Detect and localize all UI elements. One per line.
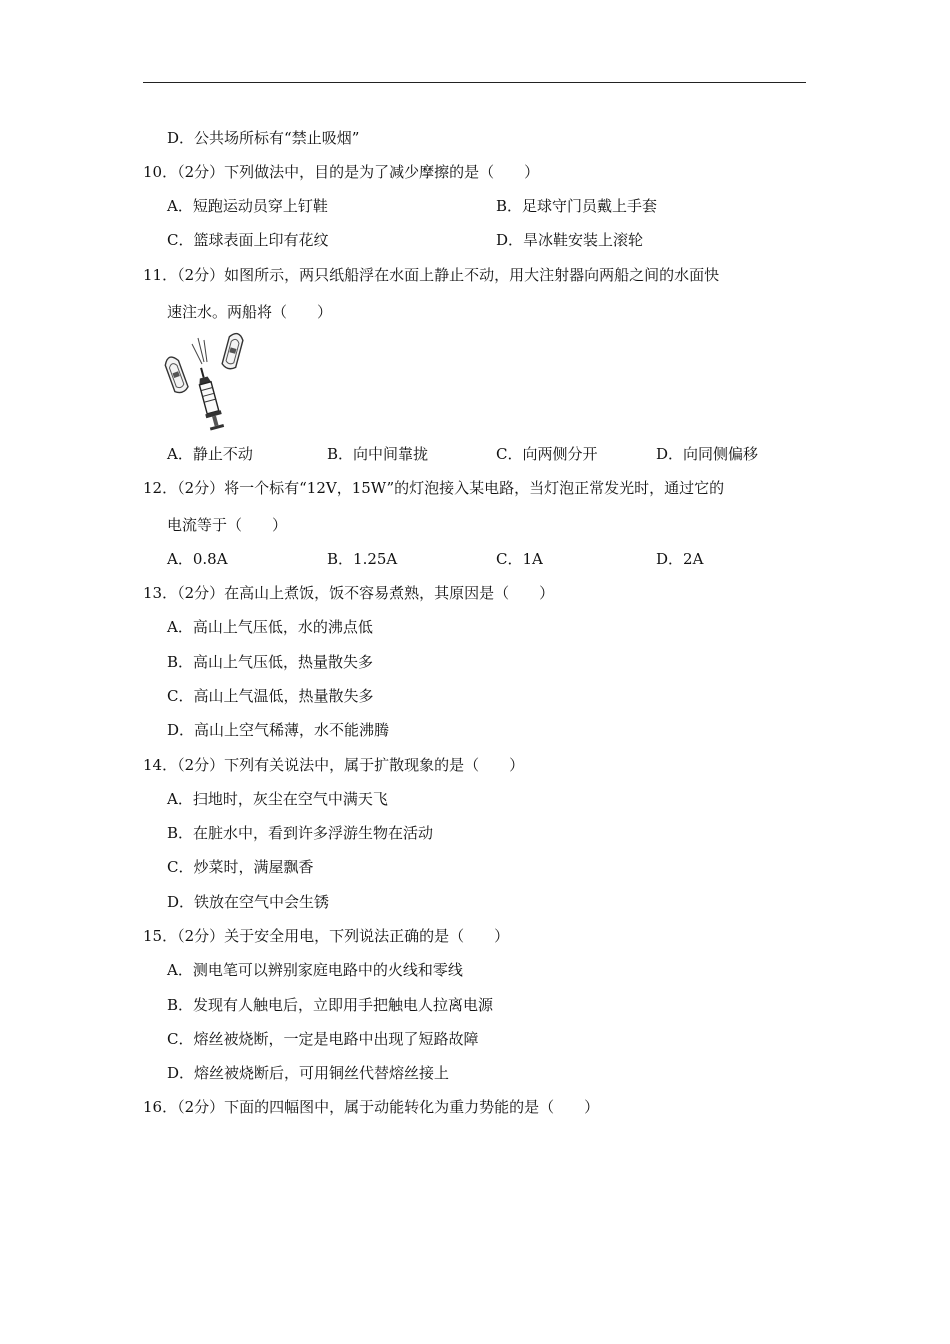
question-11-option-a: A．静止不动	[167, 445, 253, 463]
question-10-option-c: C．篮球表面上印有花纹	[167, 231, 329, 249]
question-15-stem: 15．（2分）关于安全用电，下列说法正确的是（ ）	[143, 927, 510, 945]
question-15-option-b: B．发现有人触电后，立即用手把触电人拉离电源	[167, 996, 494, 1014]
question-11-stem: 11．（2分）如图所示，两只纸船浮在水面上静止不动，用大注射器向两船之间的水面快	[143, 266, 720, 284]
question-15-option-a: A．测电笔可以辨别家庭电路中的火线和零线	[167, 961, 463, 979]
header-rule	[143, 82, 806, 83]
question-14-option-d: D．铁放在空气中会生锈	[167, 893, 330, 911]
question-11-option-c: C．向两侧分开	[496, 445, 598, 463]
question-11-option-b: B．向中间靠拢	[327, 445, 429, 463]
question-11-option-d: D．向同侧偏移	[656, 445, 759, 463]
question-12-option-a: A．0.8A	[167, 550, 228, 568]
question-10-option-b: B．足球守门员戴上手套	[496, 197, 658, 215]
question-15-option-d: D．熔丝被烧断后，可用铜丝代替熔丝接上	[167, 1064, 450, 1082]
question-13-option-c: C．高山上气温低，热量散失多	[167, 687, 374, 705]
question-12-stem-continued: 电流等于（ ）	[167, 516, 288, 534]
question-12-stem: 12．（2分）将一个标有“12V，15W”的灯泡接入某电路，当灯泡正常发光时，通过它的	[143, 479, 725, 497]
water-stream	[192, 338, 207, 364]
question-12-option-b: B．1.25A	[327, 550, 398, 568]
question-12-option-c: C．1A	[496, 550, 543, 568]
question-14-option-b: B．在脏水中，看到许多浮游生物在活动	[167, 824, 434, 842]
question-13-option-a: A．高山上气压低，水的沸点低	[167, 618, 373, 636]
question-14-option-a: A．扫地时，灰尘在空气中满天飞	[167, 790, 388, 808]
question-16-stem: 16．（2分）下面的四幅图中，属于动能转化为重力势能的是（ ）	[143, 1098, 600, 1116]
question-15-option-c: C．熔丝被烧断，一定是电路中出现了短路故障	[167, 1030, 479, 1048]
question-10-stem: 10．（2分）下列做法中，目的是为了减少摩擦的是（ ）	[143, 163, 540, 181]
right-boat	[221, 332, 244, 370]
question-14-stem: 14．（2分）下列有关说法中，属于扩散现象的是（ ）	[143, 756, 525, 774]
question-12-option-d: D．2A	[656, 550, 704, 568]
question-13-option-b: B．高山上气压低，热量散失多	[167, 653, 374, 671]
question-14-option-c: C．炒菜时，满屋飘香	[167, 858, 314, 876]
syringe	[193, 366, 225, 431]
boats-syringe-figure-icon	[162, 332, 258, 434]
question-13-stem: 13．（2分）在高山上煮饭，饭不容易煮熟，其原因是（ ）	[143, 584, 555, 602]
question-13-option-d: D．高山上空气稀薄，水不能沸腾	[167, 721, 390, 739]
question-11-stem-continued: 速注水。两船将（ ）	[167, 303, 333, 321]
question-10-option-a: A．短跑运动员穿上钉鞋	[167, 197, 328, 215]
question-10-option-d: D．旱冰鞋安装上滚轮	[496, 231, 644, 249]
prev-question-option-d: D．公共场所标有“禁止吸烟”	[167, 129, 360, 147]
left-boat	[163, 355, 189, 395]
